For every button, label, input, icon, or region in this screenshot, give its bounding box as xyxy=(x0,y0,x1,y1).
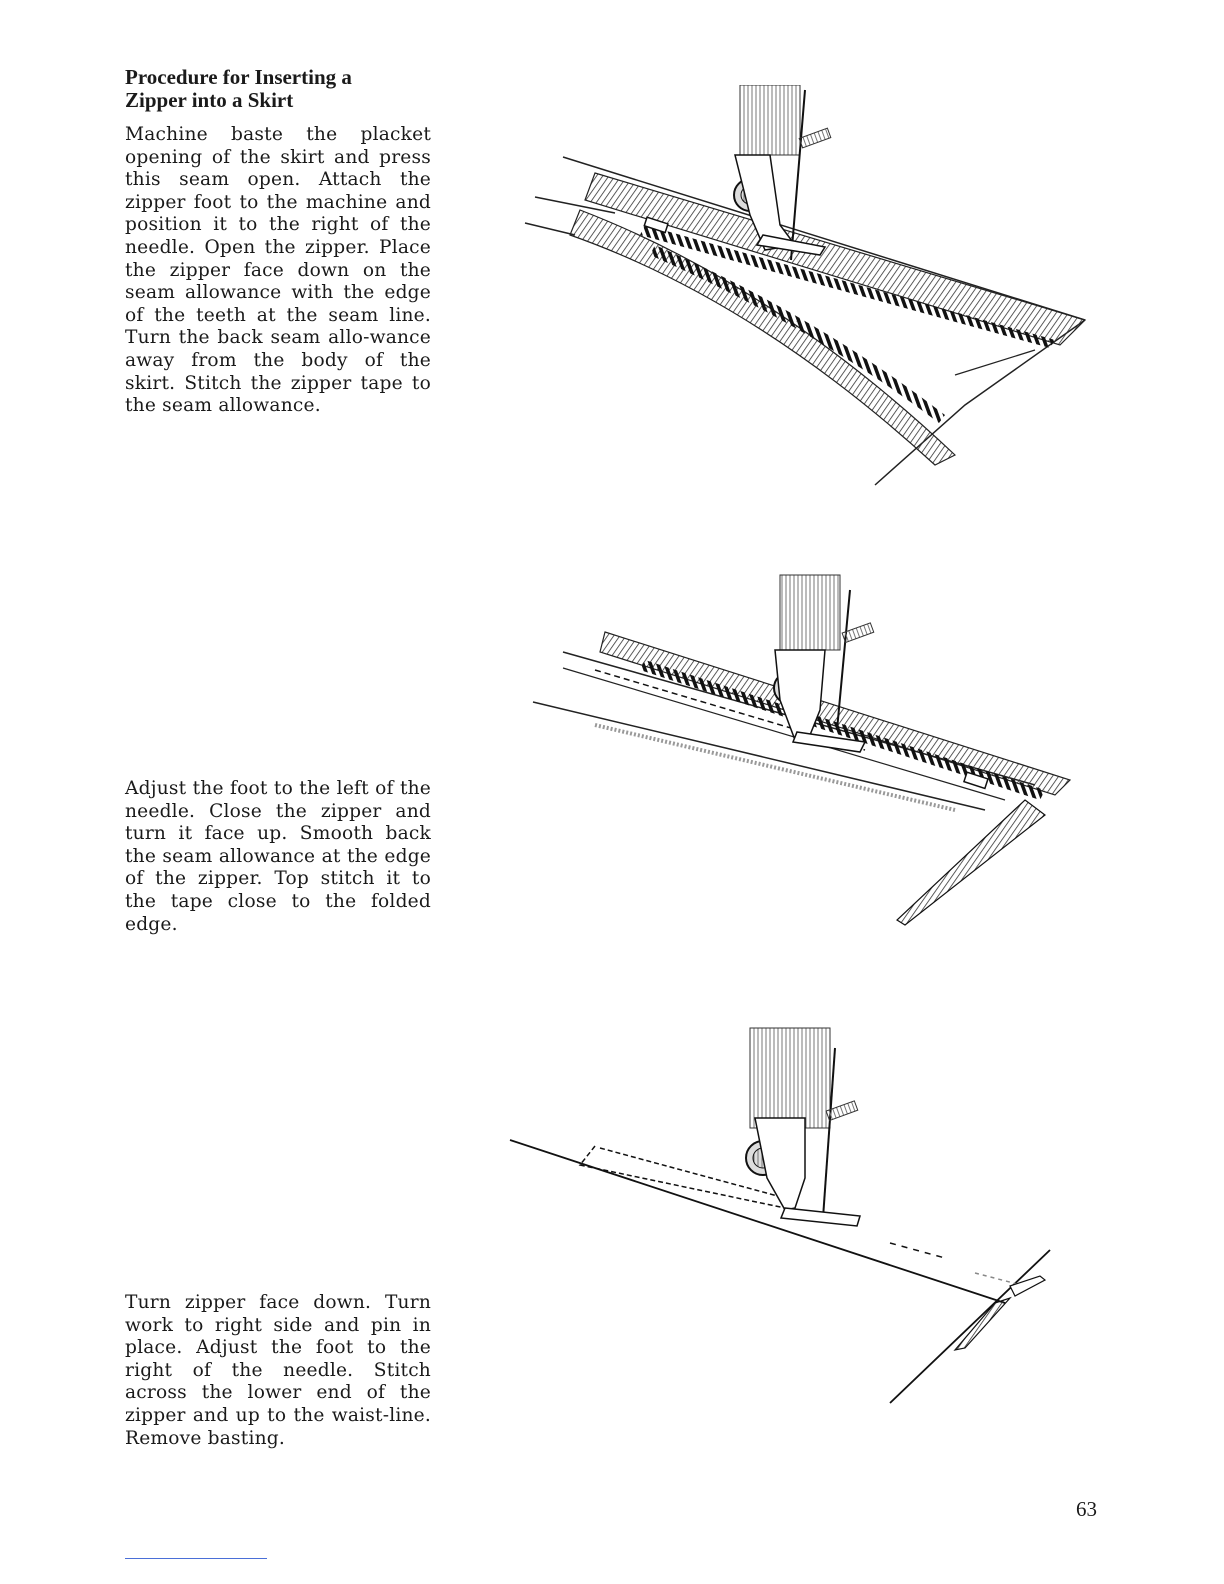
step-3-text: Turn zipper face down. Turn work to right side and pin in place. Adjust the foot to the right of the needle. Stitch across the lower end of the zipper and up to the waist-line. Remove basting. xyxy=(125,1292,431,1449)
bottom-rule xyxy=(125,1558,267,1559)
zipper-foot-final-stitch-icon xyxy=(505,1018,1090,1413)
page-number: 63 xyxy=(1076,1497,1097,1521)
step-2-text: Adjust the foot to the left of the needle. Close the zipper and turn it face up. Smooth back the seam allowance at the edge of the zipper. Top stitch it to the tape close to the folded edge. xyxy=(125,778,431,935)
section-title-line-2: Zipper into a Skirt xyxy=(125,88,294,112)
zipper-foot-topstitch-closed-zipper-icon xyxy=(525,570,1080,935)
section-title-line-1: Procedure for Inserting a xyxy=(125,65,352,89)
zipper-foot-sewing-open-zipper-icon xyxy=(495,85,1105,495)
section-title xyxy=(125,66,445,112)
step-1-text: Machine baste the placket opening of the skirt and press this seam open. Attach the zipper foot to the machine and position it to the right of the needle. Open the zipper. Place the zipper face down on the seam allowance with the edge of the teeth at the seam line. Turn the back seam allo-wance away from the body of the skirt. Stitch the zipper tape to the seam allowance. xyxy=(125,124,431,417)
